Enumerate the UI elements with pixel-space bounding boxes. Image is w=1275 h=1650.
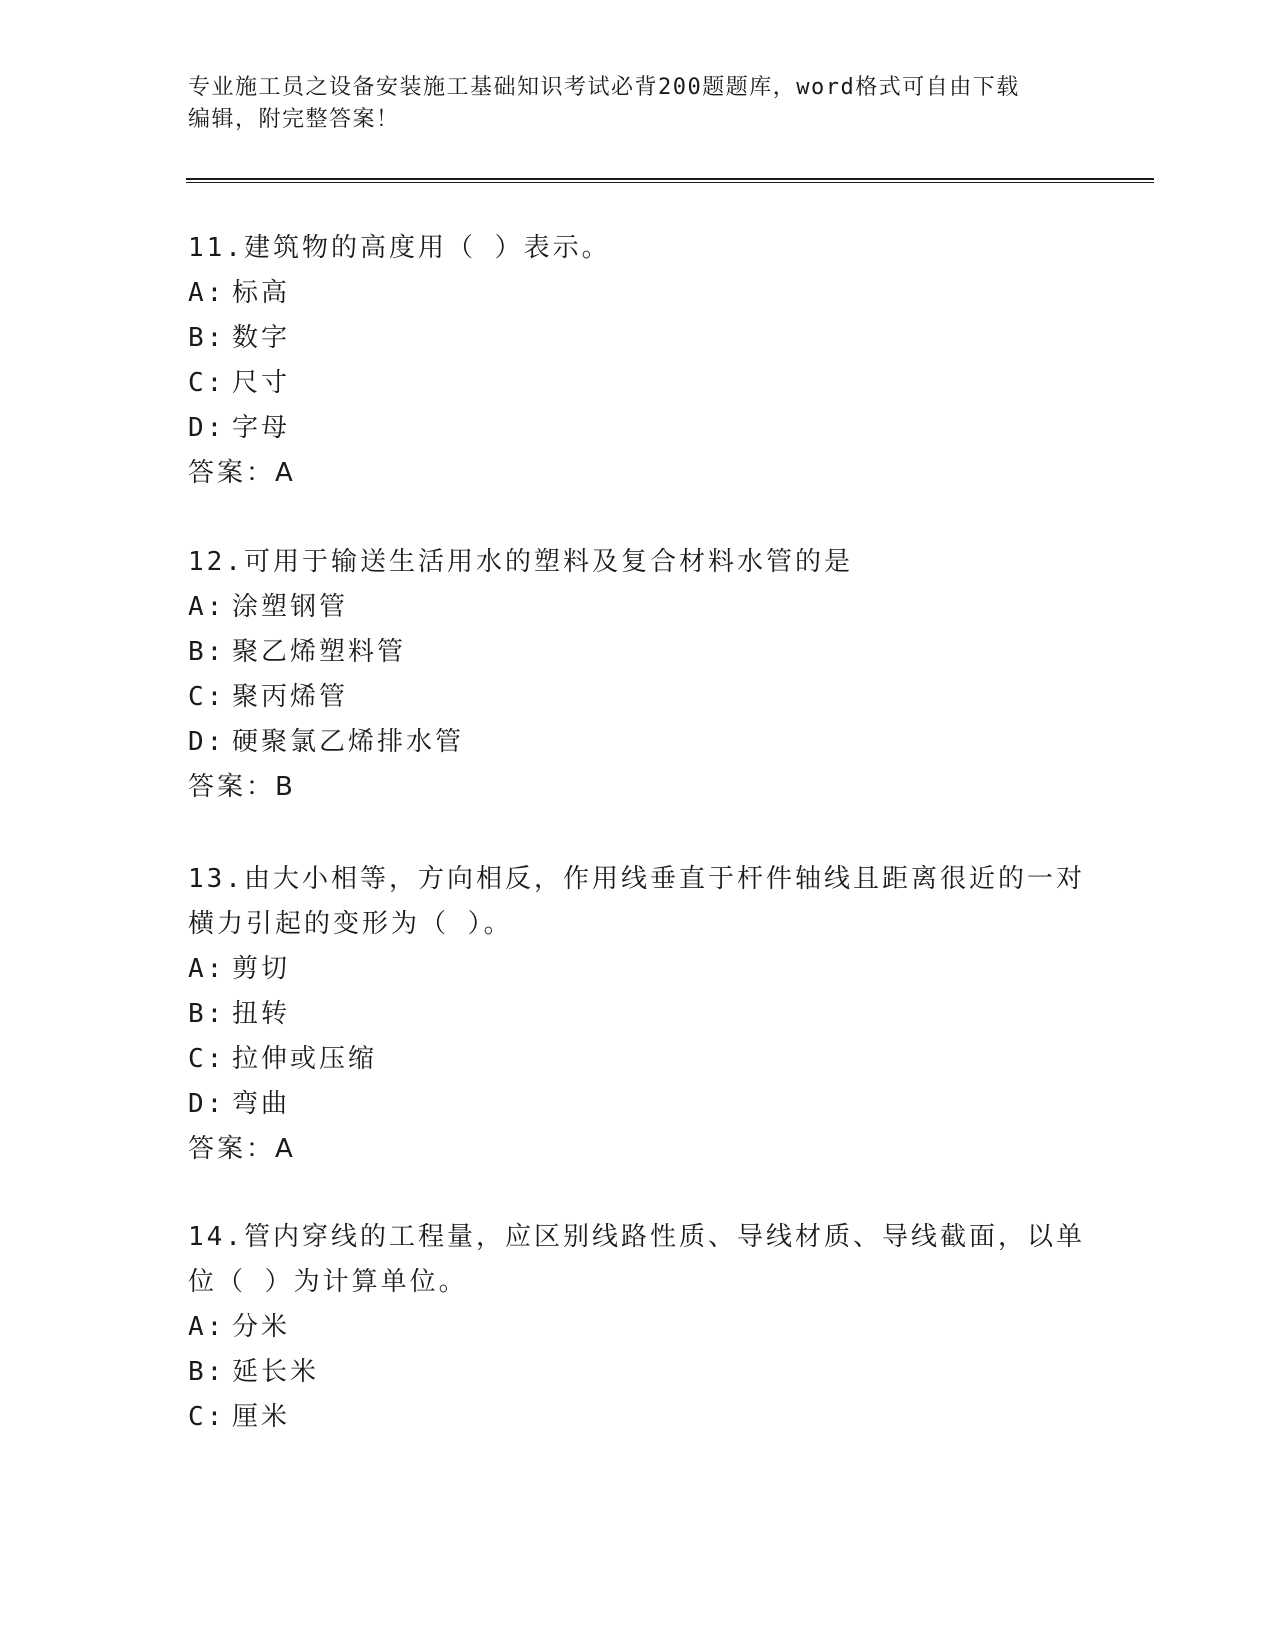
header-divider-thin	[186, 182, 1154, 183]
option-letter: D:	[188, 413, 226, 443]
option-text: 聚乙烯塑料管	[232, 637, 407, 667]
answer-line: 答案：B	[188, 772, 296, 802]
option-text: 涂塑钢管	[232, 592, 349, 622]
question-stem: 11.建筑物的高度用（ ）表示。	[188, 233, 611, 263]
option-letter: A:	[188, 954, 226, 984]
option-letter: B:	[188, 637, 226, 667]
option-c	[188, 1037, 1088, 1082]
option-d	[188, 720, 1088, 765]
option-letter: A:	[188, 278, 226, 308]
question-14	[188, 1215, 1088, 1440]
option-text: 延长米	[232, 1357, 320, 1387]
question-stem-line-2: 位（ ）为计算单位。	[188, 1267, 468, 1297]
answer-line: 答案：A	[188, 1134, 296, 1164]
option-c	[188, 1395, 1088, 1440]
option-text: 数字	[232, 323, 291, 353]
option-a	[188, 1305, 1088, 1350]
question-stem-line-2: 横力引起的变形为（ ）。	[188, 909, 513, 939]
option-letter: B:	[188, 1357, 226, 1387]
header-divider-thick	[186, 178, 1154, 180]
option-b	[188, 630, 1088, 675]
option-text: 字母	[232, 413, 291, 443]
option-text: 厘米	[232, 1402, 291, 1432]
option-letter: C:	[188, 1044, 226, 1074]
option-text: 聚丙烯管	[232, 682, 349, 712]
option-letter: D:	[188, 727, 226, 757]
question-13	[188, 857, 1088, 1172]
header-line-2: 编辑，附完整答案！	[188, 107, 400, 132]
option-b	[188, 1350, 1088, 1395]
option-letter: C:	[188, 682, 226, 712]
document-header	[188, 72, 1068, 136]
option-d	[188, 1082, 1088, 1127]
question-stem-line-1: 14.管内穿线的工程量，应区别线路性质、导线材质、导线截面，以单	[188, 1222, 1085, 1252]
question-stem: 12.可用于输送生活用水的塑料及复合材料水管的是	[188, 547, 853, 577]
option-c	[188, 675, 1088, 720]
option-letter: B:	[188, 999, 226, 1029]
answer-line: 答案：A	[188, 458, 296, 488]
option-text: 剪切	[232, 954, 291, 984]
option-text: 拉伸或压缩	[232, 1044, 378, 1074]
option-a	[188, 947, 1088, 992]
question-11	[188, 226, 1088, 496]
option-a	[188, 271, 1088, 316]
option-a	[188, 585, 1088, 630]
option-d	[188, 406, 1088, 451]
option-text: 尺寸	[232, 368, 291, 398]
option-letter: D:	[188, 1089, 226, 1119]
option-b	[188, 316, 1088, 361]
question-stem-line-1: 13.由大小相等，方向相反，作用线垂直于杆件轴线且距离很近的一对	[188, 864, 1085, 894]
option-letter: C:	[188, 368, 226, 398]
option-text: 标高	[232, 278, 291, 308]
option-text: 弯曲	[232, 1089, 291, 1119]
option-letter: A:	[188, 592, 226, 622]
question-12	[188, 540, 1088, 810]
option-c	[188, 361, 1088, 406]
option-text: 硬聚氯乙烯排水管	[232, 727, 465, 757]
header-line-1: 专业施工员之设备安装施工基础知识考试必背200题题库，word格式可自由下载	[188, 75, 1020, 100]
option-text: 扭转	[232, 999, 291, 1029]
option-letter: A:	[188, 1312, 226, 1342]
option-b	[188, 992, 1088, 1037]
option-text: 分米	[232, 1312, 291, 1342]
option-letter: B:	[188, 323, 226, 353]
option-letter: C:	[188, 1402, 226, 1432]
